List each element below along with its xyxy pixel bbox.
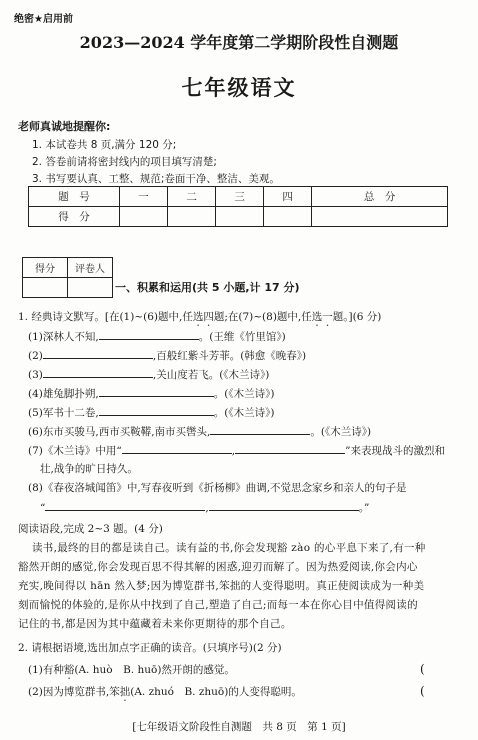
question-1-stem: 1. 经典诗文默写。[在(1)~(6)题中,任选四题;在(7)~(8)题中,任选一题。](6 分) — [18, 311, 382, 323]
score-col-3: 三 — [216, 187, 264, 207]
grader-score-cell[interactable] — [23, 278, 68, 298]
answer-paren[interactable]: ( — [420, 684, 425, 698]
confidential-label: 绝密★启用前 — [14, 14, 73, 25]
question-2-item-2: (2)因为博览群书,笨拙(A. zhuó B. zhuō)的人变得聪明。 — [28, 686, 302, 698]
answer-blank[interactable] — [99, 328, 199, 340]
grader-box — [22, 257, 113, 298]
score-col-1: 一 — [120, 187, 168, 207]
score-col-4: 四 — [264, 187, 312, 207]
score-col-2: 二 — [168, 187, 216, 207]
score-table — [28, 186, 448, 227]
question-1-item-6: (6)东市买骏马,西市买鞍鞯,南市买辔头, 。(《木兰诗》) — [28, 423, 371, 439]
answer-blank[interactable] — [99, 385, 214, 397]
question-1-item-5: (5)军书十二卷, 。(《木兰诗》) — [28, 404, 274, 420]
question-1-item-8-answer: “ , 。” — [40, 499, 369, 515]
answer-blank[interactable] — [209, 499, 359, 511]
score-cell[interactable] — [168, 207, 216, 227]
answer-blank[interactable] — [43, 347, 153, 359]
score-row-label: 得 分 — [29, 207, 120, 227]
score-table-score-row — [29, 207, 448, 227]
notice-item: 2. 答卷前请将密封线内的项目填写清楚; — [32, 156, 217, 168]
notice-item: 1. 本试卷共 8 页,满分 120 分; — [32, 139, 177, 151]
answer-blank[interactable] — [210, 423, 310, 435]
grader-score-label: 得分 — [23, 258, 68, 278]
question-1-item-7-cont: 壮,战争的旷日持久。 — [40, 463, 138, 475]
grader-name-cell[interactable] — [68, 278, 113, 298]
passage-line: 刻而愉悦的体验的,是你从中找到了自己,塑造了自己;而每一本在你心目中值得阅读的 — [18, 599, 418, 611]
answer-blank[interactable] — [235, 442, 345, 454]
score-col-total: 总 分 — [312, 187, 448, 207]
question-2-stem: 2. 请根据语境,选出加点字正确的读音。(只填序号)(2 分) — [18, 642, 282, 654]
exam-title: 2023—2024 学年度第二学期阶段性自测题 — [79, 33, 399, 52]
question-1-item-2: (2) ,百般红紫斗芳菲。(韩愈《晚春》) — [28, 347, 306, 363]
question-1-item-7: (7)《木兰诗》中用“ , ”来表现战斗的激烈和 — [28, 442, 445, 458]
answer-blank[interactable] — [43, 366, 153, 378]
passage-line: 豁然开朗的感觉,你会发现百思不得其解的困惑,迎刃而解了。因为热爱阅读,你会内心 — [18, 561, 418, 573]
answer-paren[interactable]: ( — [420, 662, 425, 676]
grader-name-label: 评卷人 — [68, 258, 113, 278]
page-footer: [七年级语文阶段性自测题 共 8 页 第 1 页] — [132, 721, 346, 733]
answer-blank[interactable] — [45, 499, 205, 511]
question-1-item-3: (3) ,关山度若飞。(《木兰诗》) — [28, 366, 269, 382]
subject-title: 七年级语文 — [181, 76, 297, 100]
score-table-header-row — [29, 187, 448, 207]
question-1-item-8: (8)《春夜洛城闻笛》中,写春夜听到《折杨柳》曲调,不觉思念家乡和亲人的句子是 — [28, 482, 407, 494]
score-cell[interactable] — [264, 207, 312, 227]
score-cell[interactable] — [216, 207, 264, 227]
passage-line: 读书,最终的目的都是读自己。读有益的书,你会发现豁 zào 的心平息下来了,有一种 — [32, 542, 426, 554]
score-col-label: 题 号 — [29, 187, 120, 207]
reading-intro: 阅读语段,完成 2~3 题。(4 分) — [18, 523, 163, 535]
answer-blank[interactable] — [99, 404, 214, 416]
section-heading: 一、积累和运用(共 5 小题,计 17 分) — [115, 281, 300, 294]
score-cell[interactable] — [120, 207, 168, 227]
question-2-item-1: (1)有种豁(A. huò B. huō)然开朗的感觉。 — [28, 664, 235, 676]
question-1-item-4: (4)雄兔脚扑朔, 。(《木兰诗》) — [28, 385, 274, 401]
passage-line: 记住的书,都是因为其中蕴藏着未来你更期待的那个自己。 — [18, 618, 292, 630]
answer-blank[interactable] — [122, 442, 232, 454]
notice-heading: 老师真诚地提醒你: — [18, 120, 111, 133]
passage-line: 充实,晚间得以 hān 然入梦;因为博览群书,笨拙的人变得聪明。真正使阅读成为一种美 — [18, 580, 425, 592]
score-cell[interactable] — [312, 207, 448, 227]
question-1-item-1: (1)深林人不知, 。(王维《竹里馆》) — [28, 328, 286, 344]
notice-item: 3. 书写要认真、工整、规范;卷面干净、整洁、美观。 — [32, 173, 280, 185]
